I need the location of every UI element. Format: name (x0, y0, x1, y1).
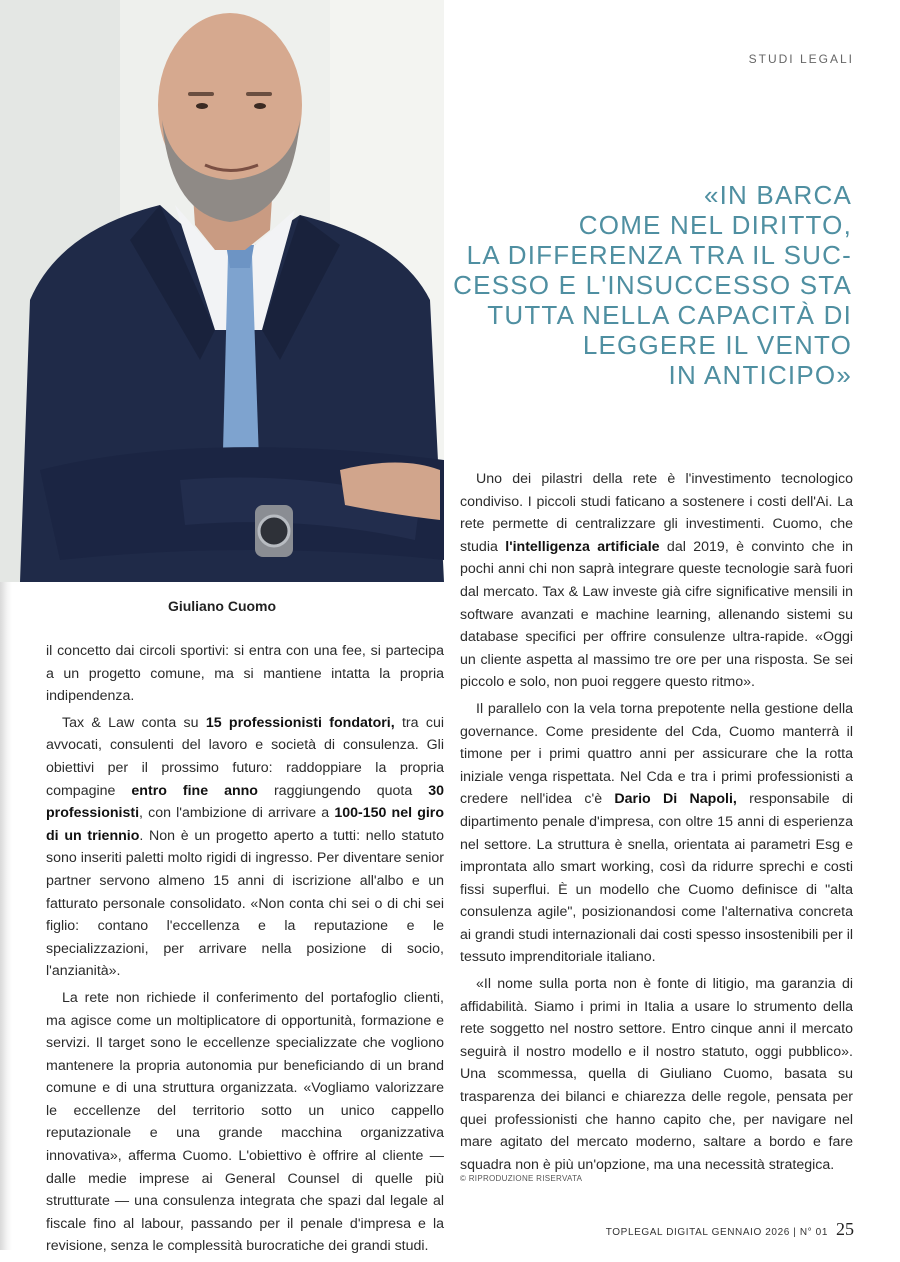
article-paragraph (460, 973, 853, 1176)
pull-quote-line: LA DIFFERENZA TRA IL SUC- (466, 240, 852, 270)
pull-quote-line: COME NEL DIRITTO, (578, 210, 852, 240)
article-paragraph (460, 698, 853, 969)
photo-caption: Giuliano Cuomo (167, 598, 277, 614)
pull-quote-line: LEGGERE IL VENTO (582, 330, 852, 360)
text-run: Il parallelo con la vela torna prepotente nella gestione della governance. Come presidente del Cda, Cuomo manterrà il timone per i primi quattro anni per assicurare che la rotta iniziale venga rispettata. Nel Cda e tra i primi professionisti a credere nell'idea c'è (460, 700, 853, 808)
pull-quote-line: «IN BARCA (703, 180, 852, 210)
portrait-illustration (0, 0, 444, 582)
portrait-photo (0, 0, 444, 582)
article-left-column (46, 640, 444, 1262)
bold-text: 30 professionisti (46, 782, 444, 822)
copyright-notice: © RIPRODUZIONE RISERVATA (460, 1174, 583, 1183)
pull-quote-line: TUTTA NELLA CAPACITÀ DI (487, 300, 852, 330)
page-gutter (0, 582, 12, 1250)
article-paragraph (460, 468, 853, 694)
pull-quote-line: CESSO E L'INSUCCESSO STA (453, 270, 852, 300)
text-run: . Non è un progetto aperto a tutti: nello statuto sono inseriti paletti molto rigidi di ingresso. Per diventare senior partner servono almeno 15 anni di iscrizione all'albo e un fatturato personale consolidato. «Non conta chi sei o di chi sei figlio: contano l'eccellenza e la reputazione e le specializzazioni, per arrivare nella posizione di socio, l'anzianità». (46, 827, 445, 980)
section-label: STUDI LEGALI (748, 52, 854, 66)
article-paragraph (46, 712, 444, 983)
article-right-column (460, 468, 853, 1180)
bold-text: l'intelligenza artificiale (505, 538, 660, 555)
publication-info: TOPLEGAL DIGITAL GENNAIO 2026 | N° 01 (605, 1227, 828, 1238)
article-paragraph (46, 640, 444, 708)
text-run: La rete non richiede il conferimento del portafoglio clienti, ma agisce come un moltiplicatore di opportunità, formazione e servizi. Il target sono le eccellenze specializzate che vogliono mantenere la propria autonomia pur beneficiando di un brand comune e di una struttura organizzata. «Vogliamo valorizzare le eccellenze del territorio sotto un unico cappello reputazionale e una grande macchina organizzativa innovativa», afferma Cuomo. L'obiettivo è offrire al cliente — dalle medie imprese ai General Counsel di quelle più strutturate — una consulenza integrata che spazi dal legale al fiscale fino al labour, passando per il penale d'impresa e la revisione, senza le complessità burocratiche dei grandi studi. (46, 989, 444, 1255)
text-run: il concetto dai circoli sportivi: si entra con una fee, si partecipa a un progetto comune, ma si mantiene intatta la propria indipendenza. (46, 643, 444, 705)
article-paragraph (46, 987, 444, 1258)
text-run: «Il nome sulla porta non è fonte di litigio, ma garanzia di affidabilità. Siamo i primi in Italia a usare lo strumento della rete soggetto nel nostro settore. Entro cinque anni il mercato seguirà il nostro modello e il nostro statuto, oggi pubblico». Una scommessa, quella di Giuliano Cuomo, basata su trasparenza dei bilanci e chiarezza delle regole, pensata per quei professionisti che hanno capito che, per navigare nel mare agitato del mercato moderno, saltare a bordo e fare squadra non è più un'opzione, ma una necessità strategica. (460, 976, 853, 1173)
text-run: , con l'ambizione di arrivare a (139, 805, 335, 822)
pull-quote-line: IN ANTICIPO» (668, 360, 852, 390)
page-footer (606, 1219, 854, 1240)
pull-quote (442, 180, 852, 390)
bold-text: 100-150 nel giro di un triennio (46, 805, 444, 844)
text-run: Uno dei pilastri della rete è l'investimento tecnologico condiviso. I piccoli studi faticano a sostenere i costi dell'Ai. La rete permette di centralizzare gli investimenti. Cuomo, che studia (460, 471, 853, 555)
bold-text: entro fine anno (131, 782, 258, 799)
page-number: 25 (836, 1219, 854, 1239)
text-run: dal 2019, è convinto che in pochi anni chi non saprà integrare queste tecnologie sarà fuori dal mercato. Tax & Law investe già cifre significative mensili in software avanzati e machine learning, allenando sistemi su database specifici per offrire consulenze ultra-rapide. «Oggi un cliente aspetta al massimo tre ore per una risposta. Se sei piccolo e solo, non puoi reggere questo ritmo». (460, 538, 853, 691)
bold-text: Dario Di Napoli, (614, 791, 737, 808)
bold-text: 15 professionisti fondatori, (205, 714, 395, 731)
text-run: responsabile di dipartimento penale d'impresa, con oltre 15 anni di esperienza nel settore. La struttura è snella, orientata ai parametri Esg e improntata allo smart working, così da ridurre sprechi e costi fissi superflui. È un modello che Cuomo definisce di "alta consulenza agile", posizionandosi come l'alternativa concreta ai grandi studi internazionali dai costi spesso insostenibili per il tessuto imprenditoriale italiano. (460, 791, 853, 966)
text-run: tra cui avvocati, consulenti del lavoro e società di consulenza. Gli obiettivi per il prossimo futuro: raddoppiare la propria compagine (46, 714, 444, 799)
text-run: Tax & Law conta su (62, 714, 206, 731)
text-run: raggiungendo quota (257, 782, 429, 799)
